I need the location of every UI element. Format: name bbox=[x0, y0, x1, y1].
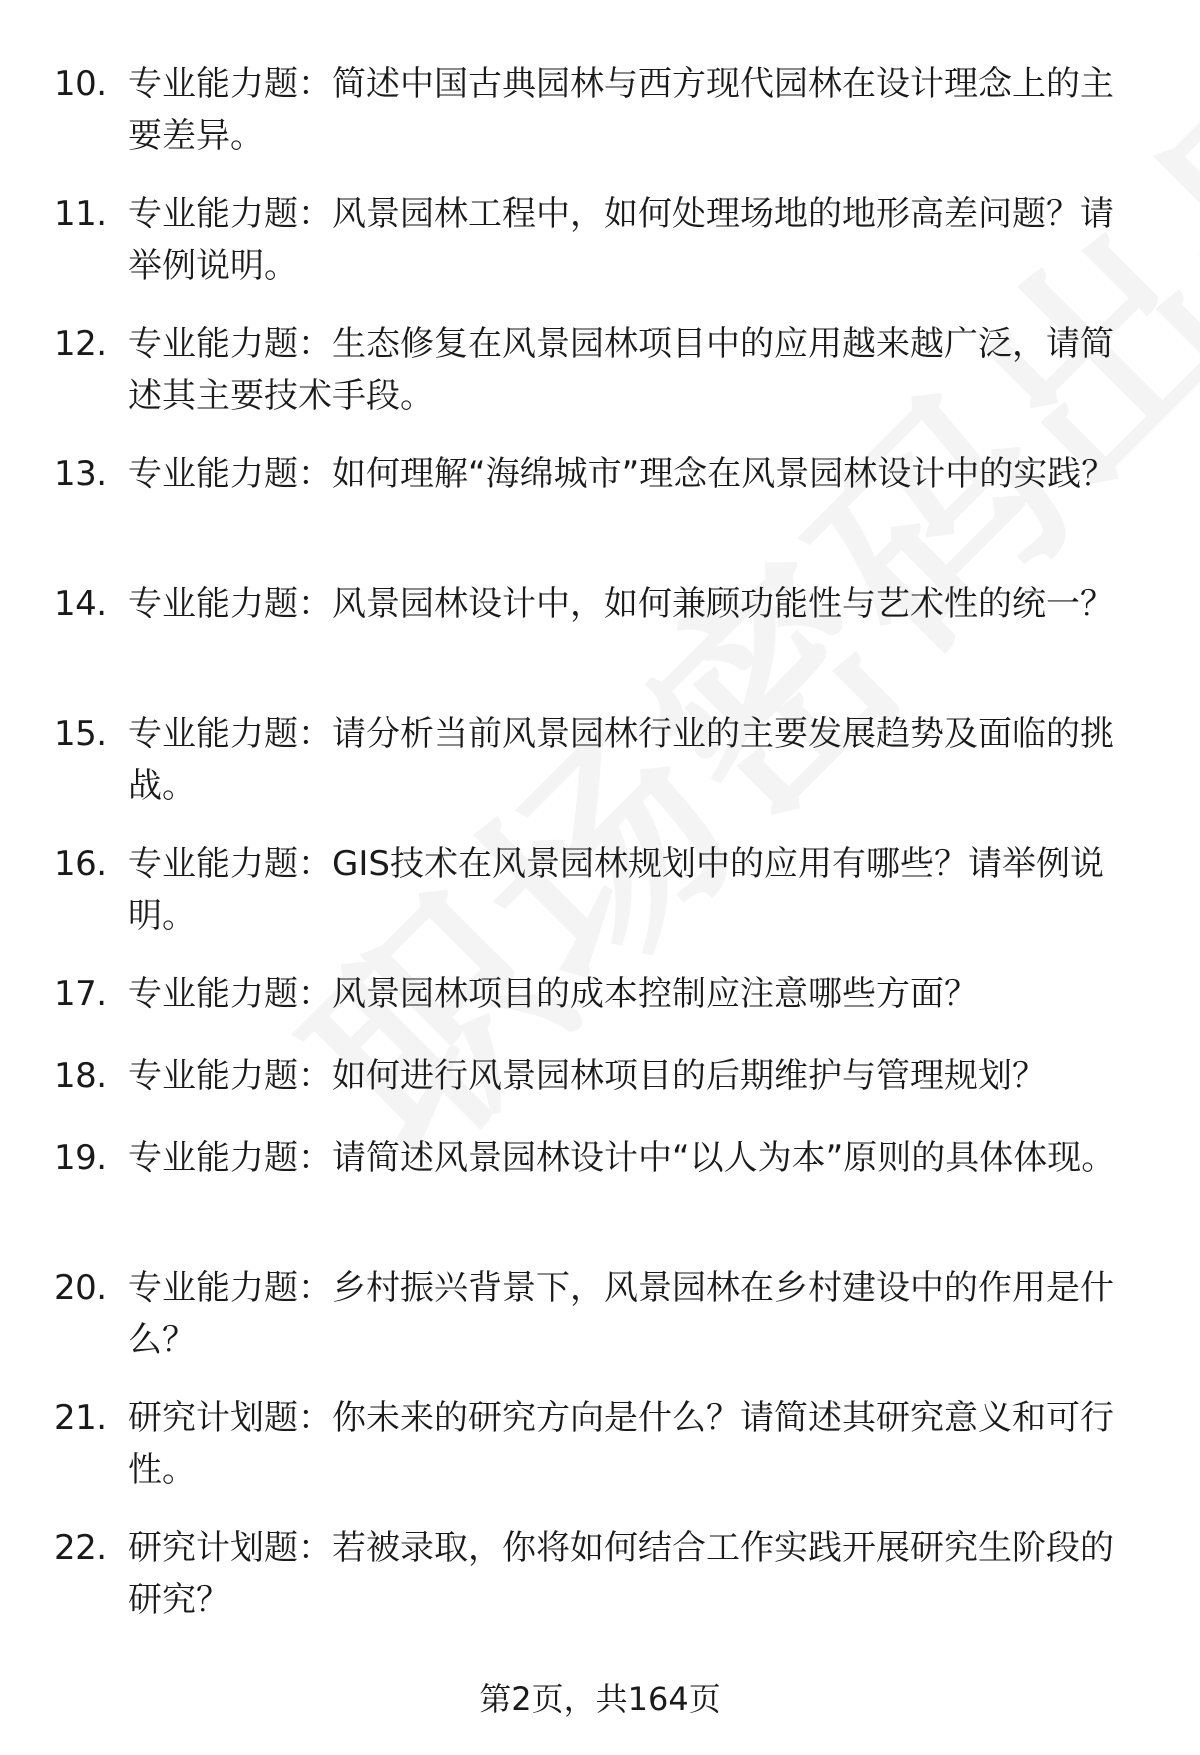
list-item bbox=[0, 448, 1200, 578]
list-item bbox=[0, 838, 1200, 968]
question-text: 专业能力题：请分析当前风景园林行业的主要发展趋势及面临的挑战。 bbox=[128, 714, 1114, 806]
question-number: 18. bbox=[54, 1056, 107, 1096]
question-text: 专业能力题：简述中国古典园林与西方现代园林在设计理念上的主要差异。 bbox=[128, 64, 1114, 156]
list-item bbox=[0, 58, 1200, 188]
question-number: 20. bbox=[54, 1268, 107, 1308]
question-number: 13. bbox=[54, 454, 107, 494]
list-item bbox=[0, 318, 1200, 448]
question-text: 专业能力题：生态修复在风景园林项目中的应用越来越广泛，请简述其主要技术手段。 bbox=[128, 324, 1114, 416]
list-item bbox=[0, 1050, 1200, 1132]
question-text: 专业能力题：GIS技术在风景园林规划中的应用有哪些？请举例说明。 bbox=[128, 844, 1104, 936]
question-number: 14. bbox=[54, 584, 107, 624]
question-text: 专业能力题：风景园林项目的成本控制应注意哪些方面？ bbox=[128, 974, 978, 1014]
list-item bbox=[0, 708, 1200, 838]
question-number: 10. bbox=[54, 64, 107, 104]
question-number: 15. bbox=[54, 714, 107, 754]
question-number: 22. bbox=[54, 1528, 107, 1568]
question-text: 专业能力题：乡村振兴背景下，风景园林在乡村建设中的作用是什么？ bbox=[128, 1268, 1114, 1360]
list-item bbox=[0, 1262, 1200, 1392]
list-item bbox=[0, 1132, 1200, 1262]
list-item bbox=[0, 578, 1200, 708]
question-number: 16. bbox=[54, 844, 107, 884]
question-number: 19. bbox=[54, 1138, 107, 1178]
question-text: 研究计划题：你未来的研究方向是什么？请简述其研究意义和可行性。 bbox=[128, 1398, 1114, 1490]
question-text: 专业能力题：风景园林设计中，如何兼顾功能性与艺术性的统一？ bbox=[128, 584, 1114, 624]
list-item bbox=[0, 188, 1200, 318]
list-item bbox=[0, 1392, 1200, 1522]
question-text: 专业能力题：如何进行风景园林项目的后期维护与管理规划？ bbox=[128, 1056, 1046, 1096]
question-number: 11. bbox=[54, 194, 107, 234]
question-text: 研究计划题：若被录取，你将如何结合工作实践开展研究生阶段的研究？ bbox=[128, 1528, 1114, 1620]
question-number: 17. bbox=[54, 974, 107, 1014]
list-item bbox=[0, 1522, 1200, 1652]
question-text: 专业能力题：风景园林工程中，如何处理场地的地形高差问题？请举例说明。 bbox=[128, 194, 1114, 286]
question-number: 21. bbox=[54, 1398, 107, 1438]
question-text: 专业能力题：如何理解“海绵城市”理念在风景园林设计中的实践？ bbox=[128, 454, 1116, 494]
question-number: 12. bbox=[54, 324, 107, 364]
list-item bbox=[0, 968, 1200, 1050]
question-list bbox=[0, 58, 1200, 1652]
question-text: 专业能力题：请简述风景园林设计中“以人为本”原则的具体体现。 bbox=[128, 1138, 1116, 1178]
page-footer: 第2页，共164页 bbox=[479, 1680, 721, 1718]
